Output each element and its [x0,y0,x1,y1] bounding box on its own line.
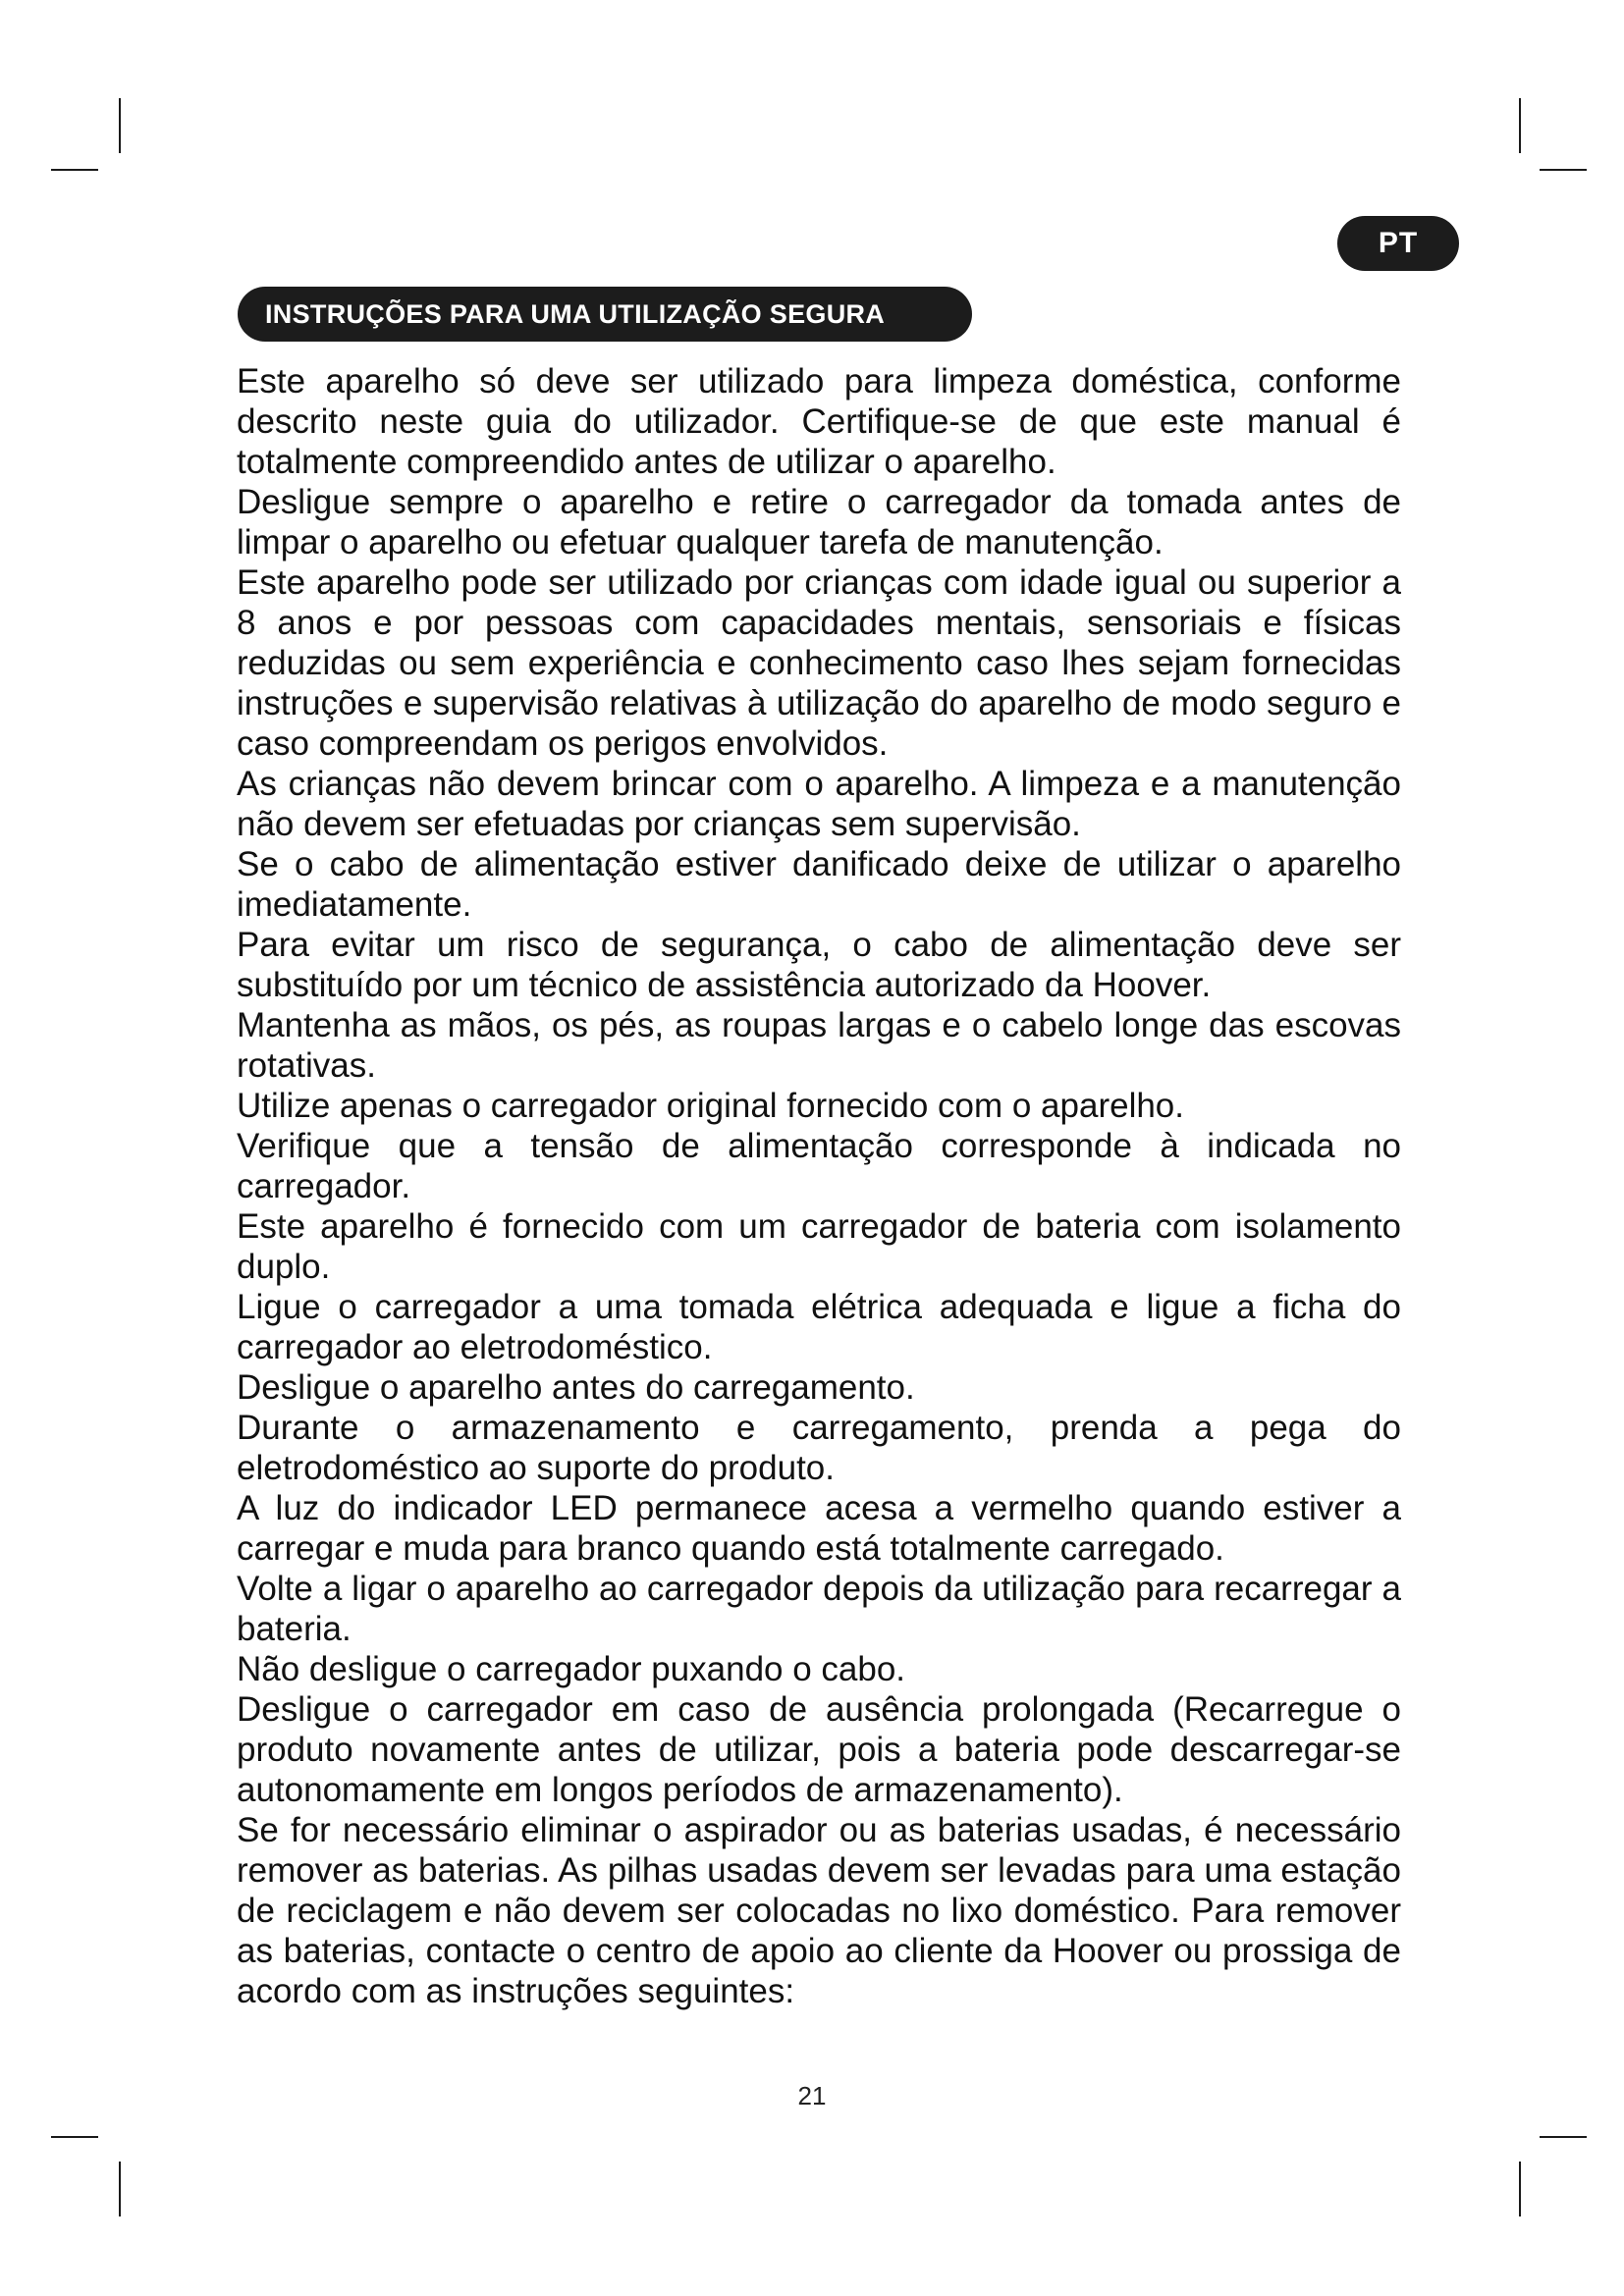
paragraph: As crianças não devem brincar com o aparelho. A limpeza e a manutenção não devem ser efetuadas por crianças sem supervisão. [237,765,1401,843]
paragraph: Este aparelho só deve ser utilizado para limpeza doméstica, conforme descrito neste guia do utilizador. Certifique-se de que este manual é totalmente compreendido antes de utilizar o aparelho. [237,362,1401,481]
paragraph: Não desligue o carregador puxando o cabo. [237,1650,906,1688]
language-badge: PT [1337,216,1459,271]
paragraph: Ligue o carregador a uma tomada elétrica adequada e ligue a ficha do carregador ao eletrodoméstico. [237,1288,1401,1366]
paragraph: Este aparelho é fornecido com um carregador de bateria com isolamento duplo. [237,1207,1401,1286]
instructions-body [237,361,1401,2011]
paragraph: Desligue sempre o aparelho e retire o carregador da tomada antes de limpar o aparelho ou efetuar qualquer tarefa de manutenção. [237,483,1401,561]
paragraph: Durante o armazenamento e carregamento, prenda a pega do eletrodoméstico ao suporte do produto. [237,1409,1401,1487]
paragraph: Desligue o carregador em caso de ausência prolongada (Recarregue o produto novamente antes de utilizar, pois a bateria pode descarregar-se autonomamente em longos períodos de armazenamento). [237,1690,1401,1809]
crop-mark-bottom-right-vertical [1519,2162,1521,2216]
paragraph: Mantenha as mãos, os pés, as roupas largas e o cabelo longe das escovas rotativas. [237,1006,1401,1085]
crop-mark-top-left-horizontal [51,169,98,171]
crop-mark-top-right-vertical [1519,98,1521,153]
crop-mark-top-left-vertical [119,98,121,153]
paragraph: A luz do indicador LED permanece acesa a vermelho quando estiver a carregar e muda para branco quando está totalmente carregado. [237,1489,1401,1568]
paragraph: Utilize apenas o carregador original fornecido com o aparelho. [237,1087,1184,1125]
crop-mark-top-right-horizontal [1540,169,1587,171]
paragraph: Verifique que a tensão de alimentação corresponde à indicada no carregador. [237,1127,1401,1205]
page-number: 21 [797,2081,827,2110]
paragraph: Se o cabo de alimentação estiver danificado deixe de utilizar o aparelho imediatamente. [237,845,1401,924]
paragraph: Volte a ligar o aparelho ao carregador depois da utilização para recarregar a bateria. [237,1570,1401,1648]
crop-mark-bottom-left-horizontal [51,2136,98,2138]
section-title: INSTRUÇÕES PARA UMA UTILIZAÇÃO SEGURA [238,287,972,342]
paragraph: Este aparelho pode ser utilizado por crianças com idade igual ou superior a 8 anos e por pessoas com capacidades mentais, sensoriais e físicas reduzidas ou sem experiência e conhecimento caso lhes sejam fornecidas instruções e supervisão relativas à utilização do aparelho de modo seguro e caso compreendam os perigos envolvidos. [237,563,1401,763]
paragraph: Desligue o aparelho antes do carregamento. [237,1368,915,1407]
paragraph: Se for necessário eliminar o aspirador ou as baterias usadas, é necessário remover as baterias. As pilhas usadas devem ser levadas para uma estação de reciclagem e não devem ser colocadas no lixo doméstico. Para remover as baterias, contacte o centro de apoio ao cliente da Hoover ou prossiga de acordo com as instruções seguintes: [237,1811,1401,2010]
crop-mark-bottom-right-horizontal [1540,2136,1587,2138]
paragraph: Para evitar um risco de segurança, o cabo de alimentação deve ser substituído por um técnico de assistência autorizado da Hoover. [237,926,1401,1004]
crop-mark-bottom-left-vertical [119,2162,121,2216]
